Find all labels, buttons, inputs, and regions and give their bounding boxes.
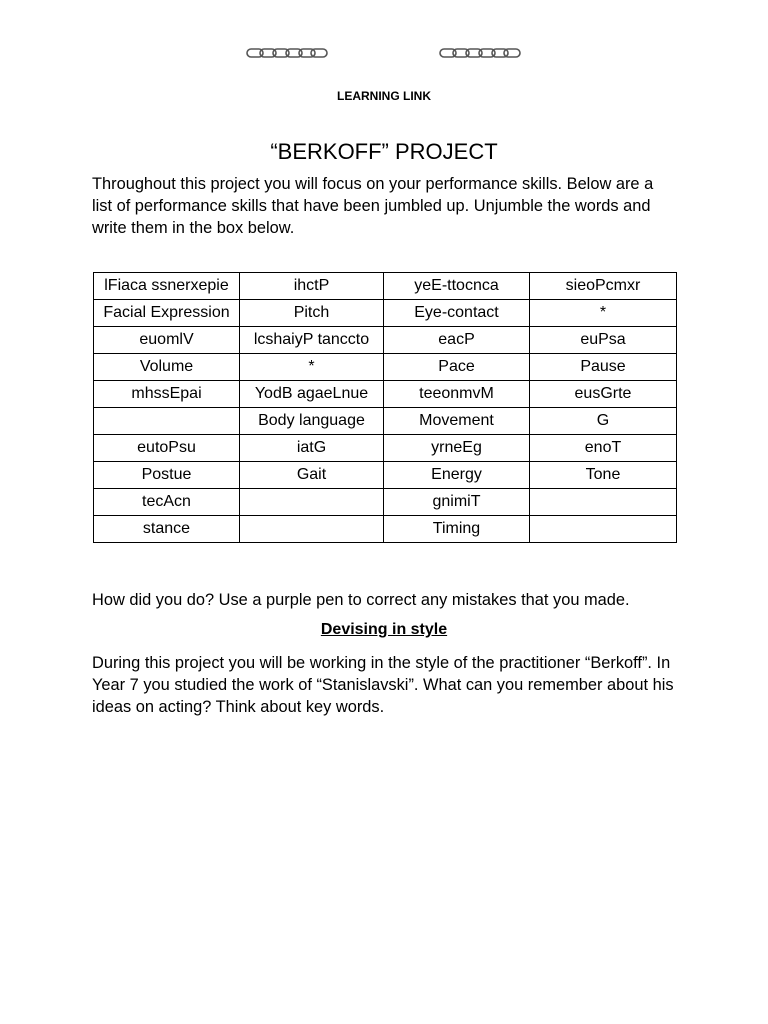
table-cell[interactable]: Movement — [384, 408, 530, 435]
table-cell[interactable]: iatG — [240, 435, 384, 462]
table-cell[interactable]: Energy — [384, 462, 530, 489]
table-cell[interactable]: eacP — [384, 327, 530, 354]
table-cell[interactable] — [94, 408, 240, 435]
table-cell[interactable] — [240, 516, 384, 543]
table-cell[interactable]: * — [530, 300, 677, 327]
table-cell[interactable]: Eye-contact — [384, 300, 530, 327]
table-cell[interactable]: lcshaiyP tanccto — [240, 327, 384, 354]
table-row — [94, 462, 677, 489]
page-title: “BERKOFF” PROJECT — [270, 139, 498, 164]
table-row — [94, 408, 677, 435]
table-cell[interactable]: ihctP — [240, 273, 384, 300]
section-heading: Devising in style — [320, 621, 448, 638]
table-cell[interactable]: eutoPsu — [94, 435, 240, 462]
table-cell[interactable]: Pitch — [240, 300, 384, 327]
table-cell[interactable]: YodB agaeLnue — [240, 381, 384, 408]
table-cell[interactable]: Body language — [240, 408, 384, 435]
table-cell[interactable]: yeE-ttocnca — [384, 273, 530, 300]
table-row — [94, 435, 677, 462]
skills-table — [93, 272, 677, 543]
table-cell[interactable] — [530, 489, 677, 516]
table-row — [94, 273, 677, 300]
chain-links-icon — [439, 46, 521, 60]
table-cell[interactable]: Timing — [384, 516, 530, 543]
how-did-you-do-text: How did you do? Use a purple pen to correct any mistakes that you made. — [92, 591, 630, 609]
table-cell[interactable]: enoT — [530, 435, 677, 462]
table-row — [94, 516, 677, 543]
table-cell[interactable]: tecAcn — [94, 489, 240, 516]
intro-paragraph: Throughout this project you will focus on your performance skills. Below are a list of performance skills that have been jumbled up. Unjumble the words and write them in the box below. — [92, 175, 654, 237]
table-cell[interactable]: Pace — [384, 354, 530, 381]
table-cell[interactable]: lFiaca ssnerxepie — [94, 273, 240, 300]
header-label: LEARNING LINK — [337, 89, 431, 103]
table-cell[interactable]: * — [240, 354, 384, 381]
table-cell[interactable]: Volume — [94, 354, 240, 381]
table-cell[interactable]: yrneEg — [384, 435, 530, 462]
table-cell[interactable]: G — [530, 408, 677, 435]
table-cell[interactable] — [240, 489, 384, 516]
table-row — [94, 354, 677, 381]
table-cell[interactable]: eusGrte — [530, 381, 677, 408]
table-row — [94, 300, 677, 327]
chain-links-icon — [246, 46, 328, 60]
table-cell[interactable]: euomlV — [94, 327, 240, 354]
table-cell[interactable]: teeonmvM — [384, 381, 530, 408]
table-cell[interactable]: Tone — [530, 462, 677, 489]
table-cell[interactable] — [530, 516, 677, 543]
table-cell[interactable]: Postue — [94, 462, 240, 489]
table-cell[interactable]: mhssEpai — [94, 381, 240, 408]
table-row — [94, 327, 677, 354]
table-cell[interactable]: Facial Expression — [94, 300, 240, 327]
table-row — [94, 381, 677, 408]
table-cell[interactable]: Gait — [240, 462, 384, 489]
table-cell[interactable]: gnimiT — [384, 489, 530, 516]
table-cell[interactable]: Pause — [530, 354, 677, 381]
table-cell[interactable]: stance — [94, 516, 240, 543]
table-cell[interactable]: euPsa — [530, 327, 677, 354]
devising-paragraph: During this project you will be working in the style of the practitioner “Berkoff”. In Year 7 you studied the work of “Stanislavski”. What can you remember about his ideas on acting? Think about key words. — [92, 654, 674, 716]
table-cell[interactable]: sieoPcmxr — [530, 273, 677, 300]
table-row — [94, 489, 677, 516]
